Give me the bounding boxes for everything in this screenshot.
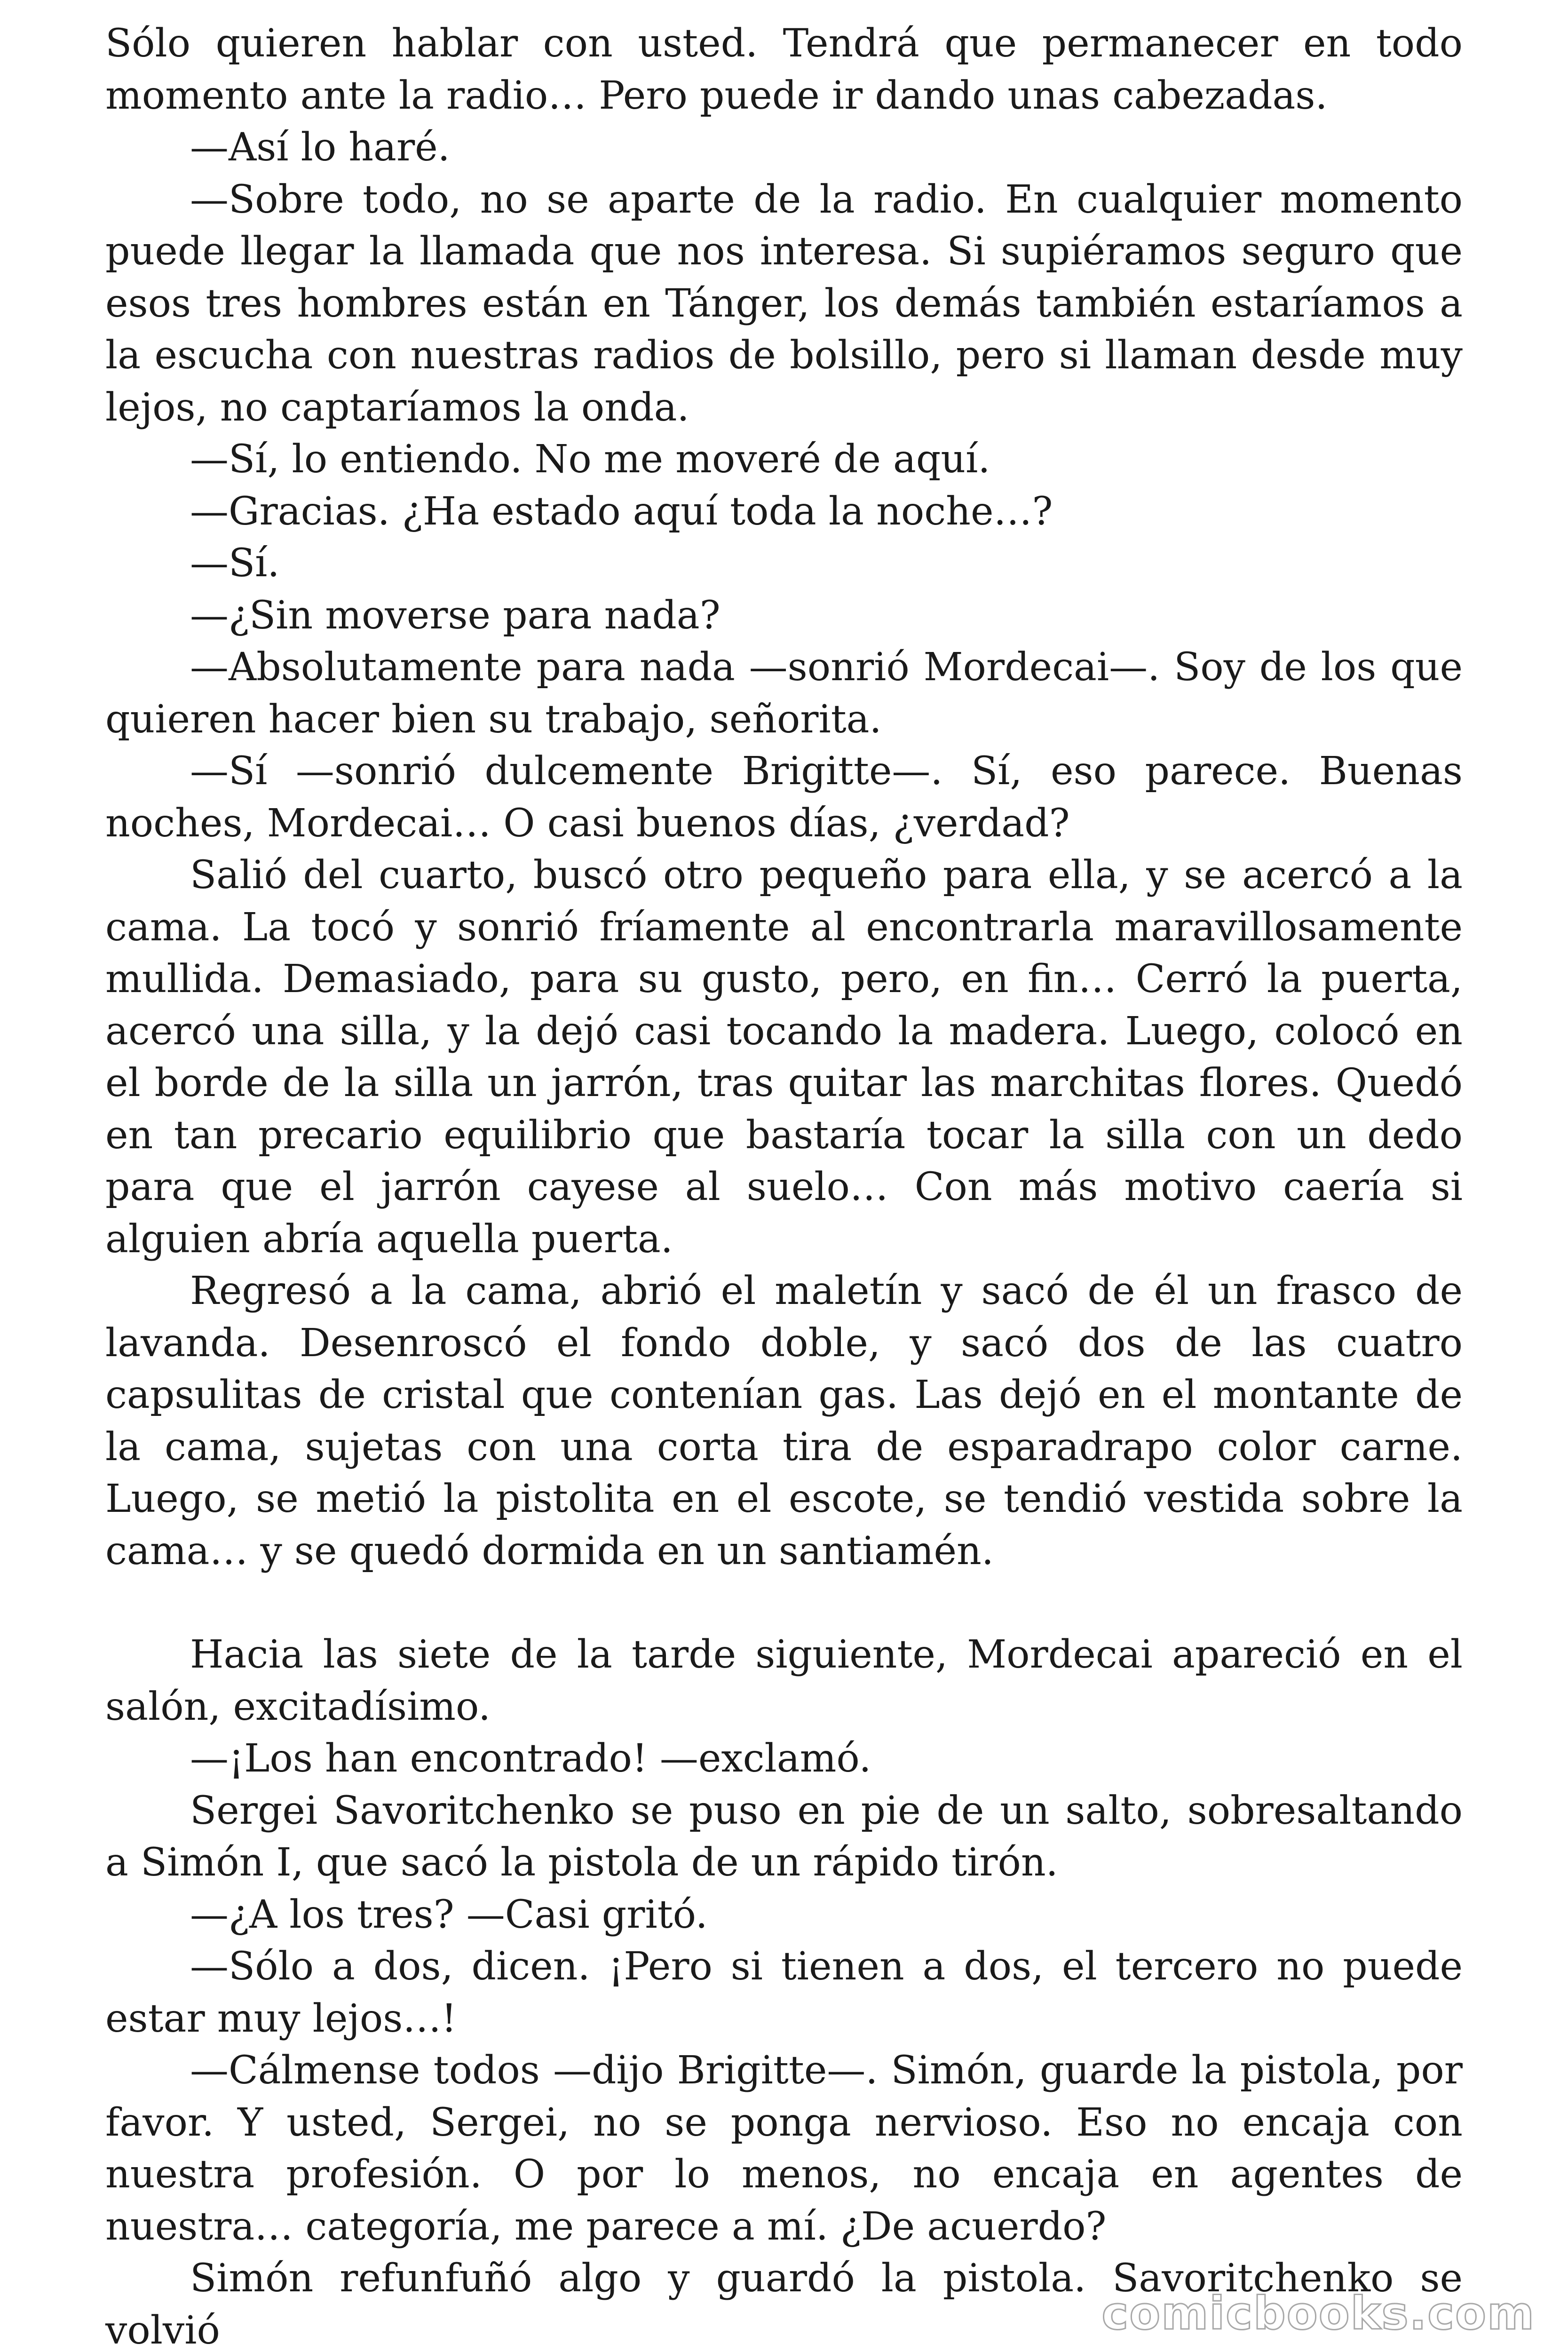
paragraph: Sergei Savoritchenko se puso en pie de un salto, sobresaltando a Simón I, que sacó la pistola de un rápido tirón. [105, 1788, 1463, 1885]
paragraph: —Absolutamente para nada —sonrió Mordecai—. Soy de los que quieren hacer bien su trabajo, señorita. [105, 645, 1463, 742]
scene-break [105, 1577, 1463, 1629]
paragraph: —Gracias. ¿Ha estado aquí toda la noche…? [190, 489, 1053, 534]
paragraph: Hacia las siete de la tarde siguiente, Mordecai apareció en el salón, excitadísimo. [105, 1632, 1463, 1729]
paragraph: —Sí —sonrió dulcemente Brigitte—. Sí, eso parece. Buenas noches, Mordecai… O casi buenos días, ¿verdad? [105, 749, 1463, 846]
paragraph: —¿A los tres? —Casi gritó. [190, 1892, 708, 1937]
paragraph: —Cálmense todos —dijo Brigitte—. Simón, guarde la pistola, por favor. Y usted, Sergei, no se ponga nervioso. Eso no encaja con nuestra profesión. O por lo menos, no encaja en agentes de nuestra… categoría, me parece a mí. ¿De acuerdo? [105, 2048, 1463, 2249]
paragraph: —Sí. [190, 541, 280, 586]
body-text [105, 18, 1463, 2352]
paragraph: —Sobre todo, no se aparte de la radio. En cualquier momento puede llegar la llamada que nos interesa. Si supiéramos seguro que esos tres hombres están en Tánger, los demás también estaríamos a la escucha con nuestras radios de bolsillo, pero si llaman desde muy lejos, no captaríamos la onda. [105, 177, 1463, 430]
paragraph: —Sí, lo entiendo. No me moveré de aquí. [190, 437, 990, 482]
paragraph: —Así lo haré. [190, 125, 450, 170]
paragraph-continuation: Sólo quieren hablar con usted. Tendrá que permanecer en todo momento ante la radio… Pero puede ir dando unas cabezadas. [105, 21, 1463, 118]
paragraph: Regresó a la cama, abrió el maletín y sacó de él un frasco de lavanda. Desenroscó el fondo doble, y sacó dos de las cuatro capsulitas de cristal que contenían gas. Las dejó en el montante de la cama, sujetas con una corta tira de esparadrapo color carne. Luego, se metió la pistolita en el escote, se tendió vestida sobre la cama… y se quedó dormida en un santiamén. [105, 1269, 1463, 1573]
paragraph: —¿Sin moverse para nada? [190, 593, 721, 638]
paragraph: —Sólo a dos, dicen. ¡Pero si tienen a dos, el tercero no puede estar muy lejos…! [105, 1944, 1463, 2041]
paragraph: —¡Los han encontrado! —exclamó. [190, 1736, 871, 1781]
watermark: comicbooks.com [1101, 2287, 1535, 2340]
paragraph: Salió del cuarto, buscó otro pequeño para ella, y se acercó a la cama. La tocó y sonrió fríamente al encontrarla maravillosamente mullida. Demasiado, para su gusto, pero, en fin… Cerró la puerta, acercó una silla, y la dejó casi tocando la madera. Luego, colocó en el borde de la silla un jarrón, tras quitar las marchitas flores. Quedó en tan precario equilibrio que bastaría tocar la silla con un dedo para que el jarrón cayese al suelo… Con más motivo caería si alguien abría aquella puerta. [105, 853, 1463, 1262]
paragraph: Simón refunfuñó algo y guardó la pistola. Savoritchenko se volvió [105, 2256, 1463, 2352]
